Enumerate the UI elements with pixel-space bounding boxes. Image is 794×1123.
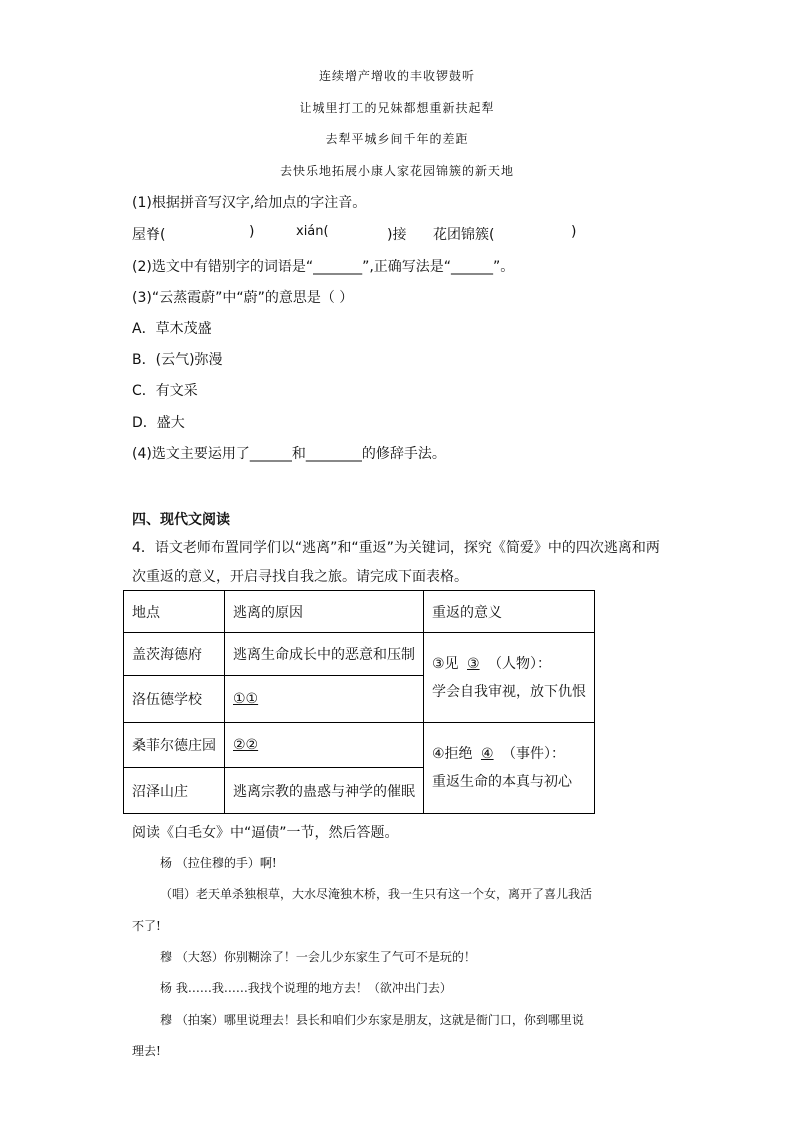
table-cell-reason: 逃离生命成长中的恶意和压制 bbox=[225, 633, 424, 676]
table-row bbox=[124, 723, 595, 768]
section-intro-line-2: 次重返的意义，开启寻找自我之旅。请完成下面表格。 bbox=[132, 569, 468, 585]
section-heading: 四、现代文阅读 bbox=[132, 512, 230, 528]
table-cell-place: 洛伍德学校 bbox=[124, 676, 225, 723]
table-cell-place: 盖茨海德府 bbox=[124, 633, 225, 676]
meaning-1-line-1 bbox=[432, 650, 586, 678]
table-cell-meaning-1 bbox=[424, 633, 595, 723]
q1-item-a-label: 屋脊( bbox=[132, 227, 166, 243]
q1-item-b-close: )接 bbox=[387, 227, 407, 243]
q1-item-a-close: ) bbox=[249, 224, 255, 240]
table-row bbox=[124, 633, 595, 676]
table-cell-reason bbox=[225, 676, 424, 723]
jane-eyre-table bbox=[123, 590, 595, 814]
table-header-reason: 逃离的原因 bbox=[225, 591, 424, 633]
poem-line-2: 让城里打工的兄妹都想重新扶起犁 bbox=[299, 101, 495, 115]
question-3: (3)“云蒸霞蔚”中“蔚”的意思是（ ） bbox=[132, 290, 354, 306]
meaning-2-suffix: （事件）： bbox=[502, 746, 566, 762]
option-b: B．(云气)弥漫 bbox=[132, 352, 223, 368]
question-2: (2)选文中有错别字的词语是“_______”,正确写法是“______”。 bbox=[132, 259, 515, 275]
poem-line-1: 连续增产增收的丰收锣鼓听 bbox=[318, 69, 475, 83]
poem-line-3: 去犁平城乡间千年的差距 bbox=[325, 132, 469, 146]
meaning-2-line-2: 重返生命的本真与初心 bbox=[432, 774, 572, 790]
table-cell-reason: 逃离宗教的蛊惑与神学的催眠 bbox=[225, 768, 424, 814]
meaning-2-prefix: ④拒绝 bbox=[432, 746, 473, 762]
section-intro-line-1: 4．语文老师布置同学们以“逃离”和“重返”为关键词，探究《简爱》中的四次逃离和两 bbox=[132, 540, 660, 556]
table-cell-meaning-2 bbox=[424, 723, 595, 814]
drama-line: 穆 （拍案）哪里说理去！县长和咱们少东家是朋友，这就是衙门口，你到哪里说 bbox=[160, 1013, 584, 1027]
table-header-place: 地点 bbox=[124, 591, 225, 633]
meaning-1-suffix: （人物）： bbox=[488, 655, 552, 672]
q1-item-c: 花团锦簇( bbox=[433, 227, 495, 243]
meaning-2-line-1 bbox=[432, 740, 586, 768]
drama-line: 杨 （拉住穆的手）啊! bbox=[160, 856, 277, 870]
table-cell-place: 沼泽山庄 bbox=[124, 768, 225, 814]
table-cell-reason bbox=[225, 723, 424, 768]
option-c: C．有文采 bbox=[132, 383, 198, 399]
poem-line-4: 去快乐地拓展小康人家花园锦簇的新天地 bbox=[279, 164, 514, 178]
q1-item-a bbox=[132, 224, 165, 244]
table-header-meaning: 重返的意义 bbox=[424, 591, 595, 633]
table-header-row bbox=[124, 591, 595, 633]
option-a: A．草木茂盛 bbox=[132, 321, 212, 337]
table-cell-place: 桑菲尔德庄园 bbox=[124, 723, 225, 768]
drama-line: （唱）老天单杀独根草，大水尽淹独木桥，我一生只有这一个女，离开了喜儿我活 bbox=[160, 887, 593, 901]
meaning-1-line-2: 学会自我审视，放下仇恨 bbox=[432, 683, 586, 700]
q1-item-b: xián( bbox=[296, 224, 329, 239]
q1-item-c-close: ) bbox=[571, 224, 577, 240]
meaning-2-blank: ④ bbox=[481, 746, 494, 762]
reading-intro: 阅读《白毛女》中“逼债”一节，然后答题。 bbox=[132, 825, 399, 841]
drama-line: 穆 （大怒）你别糊涂了！一会儿少东家生了气可不是玩的！ bbox=[160, 950, 476, 964]
table-cell-reason-blank: ①① bbox=[233, 691, 259, 707]
drama-line: 杨 我……我……我找个说理的地方去！（欲冲出门去） bbox=[160, 981, 452, 995]
option-d: D．盛大 bbox=[132, 415, 185, 431]
drama-line: 不了! bbox=[132, 919, 161, 933]
meaning-1-prefix: ③见 bbox=[432, 655, 459, 672]
question-4: (4)选文主要运用了______和________的修辞手法。 bbox=[132, 446, 446, 462]
question-1: (1)根据拼音写汉字,给加点的字注音。 bbox=[132, 195, 367, 211]
drama-line: 理去! bbox=[132, 1044, 161, 1058]
meaning-1-blank: ③ bbox=[467, 655, 480, 672]
table-cell-reason-blank: ②② bbox=[233, 737, 259, 753]
